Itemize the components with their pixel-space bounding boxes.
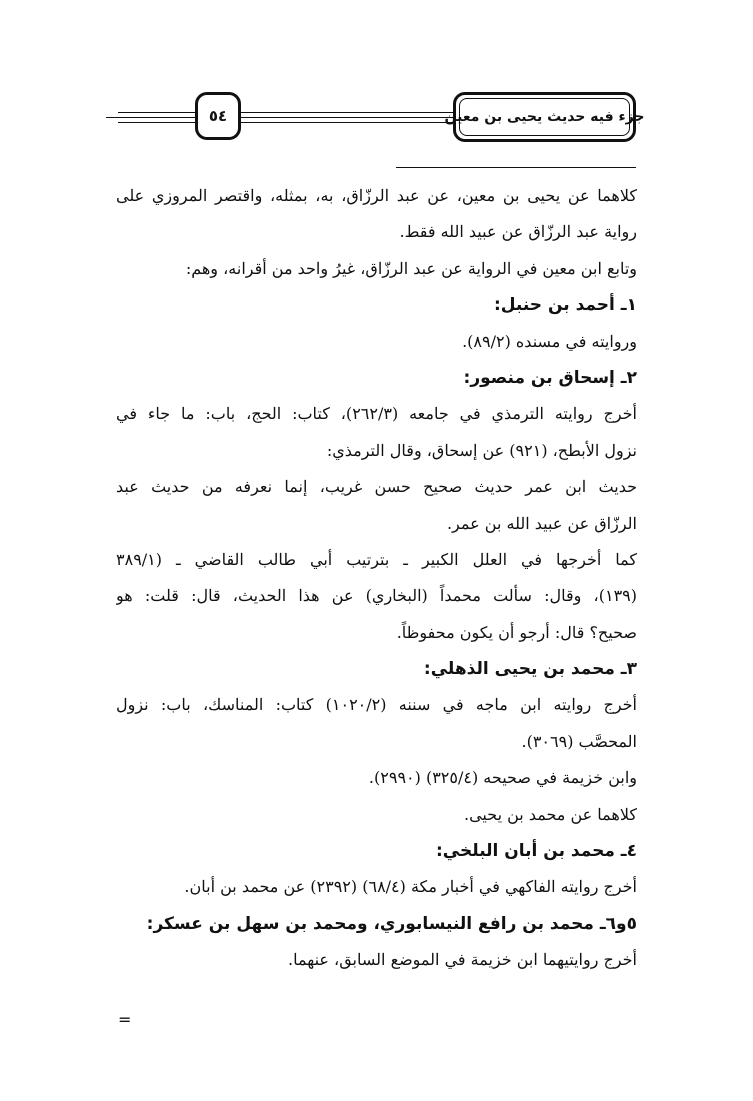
text-line: المحصَّب (٣٠٦٩).	[521, 731, 637, 751]
text-line: الرزّاق عن عبيد الله بن عمر.	[446, 513, 637, 533]
text-line: حديث ابن عمر حديث صحيح حسن غريب، إنما نعرفه من حديث عبد	[116, 477, 637, 497]
text-line: كلاهما عن محمد بن يحيى.	[463, 804, 637, 824]
text-line: أخرج روايته ابن ماجه في سننه (١٠٢٠/٢) كتاب: المناسك، باب: نزول	[116, 695, 637, 715]
text-line: أخرج روايتيهما ابن خزيمة في الموضع السابق، عنهما.	[288, 950, 637, 970]
separator-line	[396, 167, 636, 168]
text-line: وتابع ابن معين في الرواية عن عبد الرزّاق، غيرُ واحد من أقرانه، وهم:	[185, 258, 637, 278]
section-heading: ٢ـ إسحاق بن منصور:	[463, 367, 637, 388]
text-line: وروايته في مسنده (٨٩/٢).	[462, 331, 637, 351]
header-title-box	[444, 92, 645, 142]
body-text	[116, 178, 637, 979]
text-line: صحيح؟ قال: أرجو أن يكون محفوظاً.	[396, 622, 637, 642]
text-line: أخرج روايته الترمذي في جامعه (٢٦٢/٣)، كتاب: الحج، باب: ما جاء في	[116, 404, 637, 424]
page-number-box	[195, 92, 241, 140]
section-heading: ٥و٦ـ محمد بن رافع النيسابوري، ومحمد بن سهل بن عسكر:	[146, 913, 637, 934]
page-number: ٥٤	[208, 107, 228, 125]
section-heading: ٣ـ محمد بن يحيى الذهلي:	[423, 659, 637, 680]
header-title: جزء فيه حديث يحيى بن معين	[444, 109, 645, 125]
text-line: نزول الأبطح، (٩٢١) عن إسحاق، وقال الترمذي:	[326, 440, 637, 460]
text-line: كلاهما عن يحيى بن معين، عن عبد الرزّاق، به، بمثله، واقتصر المروزي على	[116, 186, 637, 205]
text-line: كما أخرجها في العلل الكبير ـ بترتيب أبي طالب القاضي ـ (٣٨٩/١	[116, 549, 637, 569]
end-mark: =	[118, 1010, 132, 1029]
section-heading: ٤ـ محمد بن أبان البلخي:	[436, 841, 637, 862]
text-line: أخرج روايته الفاكهي في أخبار مكة (٦٨/٤) (٢٣٩٢) عن محمد بن أبان.	[184, 877, 637, 897]
text-line: وابن خزيمة في صحيحه (٣٢٥/٤) (٢٩٩٠).	[368, 768, 637, 788]
text-line: (١٣٩)، وقال: سألت محمداً (البخاري) عن هذا الحديث، قال: قلت: هو	[116, 586, 637, 606]
text-line: رواية عبد الرزّاق عن عبيد الله فقط.	[399, 222, 637, 242]
section-heading: ١ـ أحمد بن حنبل:	[493, 295, 637, 316]
